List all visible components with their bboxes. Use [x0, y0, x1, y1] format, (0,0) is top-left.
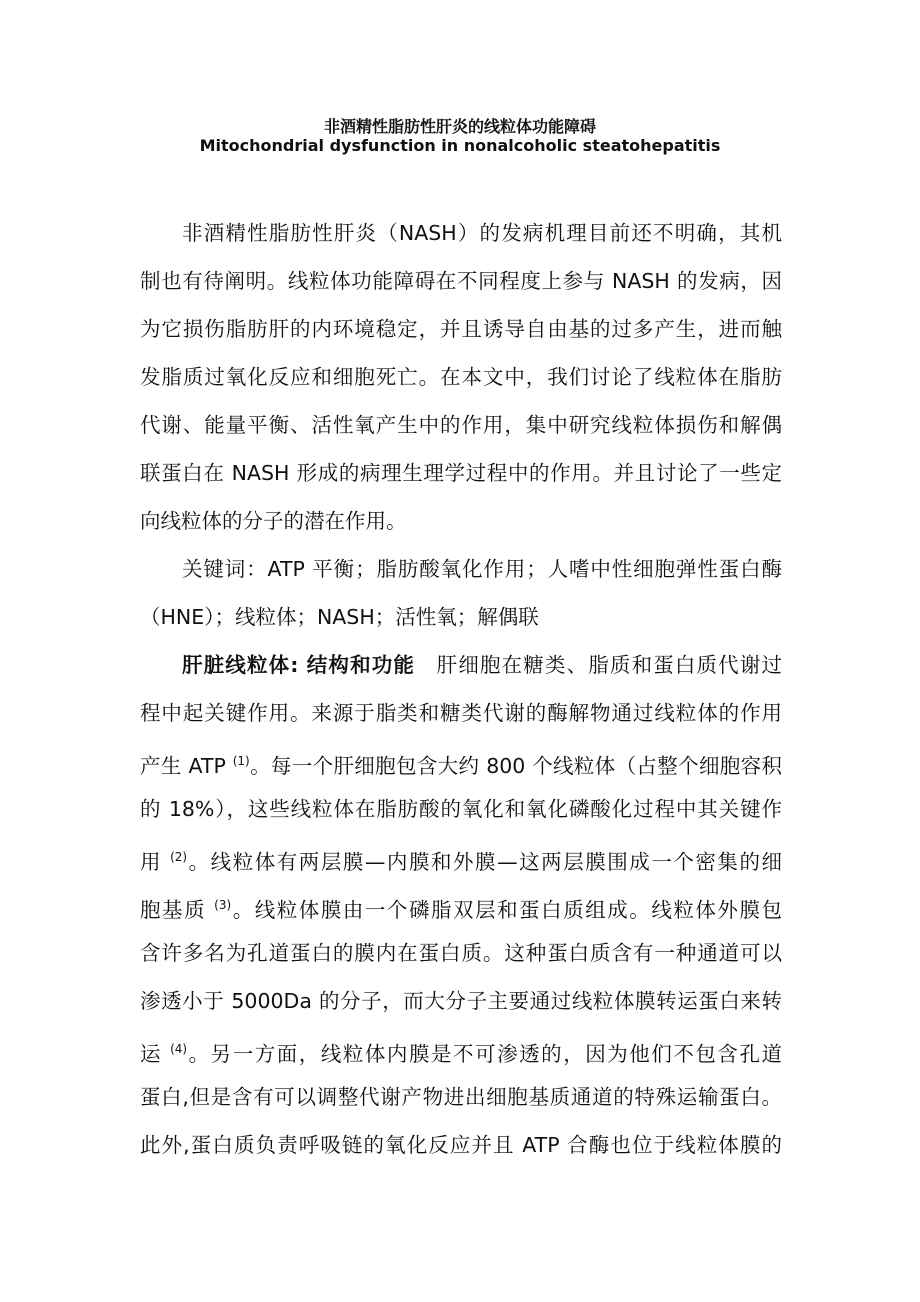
text-segment: 联蛋白在 NASH 形成的病理生理学过程中的作用。并且讨论了一些定: [140, 461, 782, 485]
text-segment: 胞基质: [140, 898, 215, 922]
text-line: [140, 401, 782, 449]
text-segment: 运: [140, 1042, 171, 1066]
text-line: [140, 881, 782, 929]
text-line: [140, 305, 782, 353]
citation-superscript: (1): [232, 754, 250, 768]
citation-superscript: (4): [170, 1042, 188, 1056]
text-segment: 含许多名为孔道蛋白的膜内在蛋白质。这种蛋白质含有一种通道可以: [140, 941, 782, 965]
text-line: [140, 209, 782, 257]
text-line: [140, 977, 782, 1025]
title-english: Mitochondrial dysfunction in nonalcoholic steatohepatitis: [199, 136, 721, 155]
text-segment: 蛋白,但是含有可以调整代谢产物进出细胞基质通道的特殊运输蛋白。: [140, 1085, 782, 1109]
text-line: [140, 449, 782, 497]
text-line: [140, 929, 782, 977]
text-segment: 此外,蛋白质负责呼吸链的氧化反应并且 ATP 合酶也位于线粒体膜的: [140, 1133, 782, 1157]
text-line: [140, 257, 782, 305]
text-line: [140, 833, 782, 881]
text-segment: 代谢、能量平衡、活性氧产生中的作用，集中研究线粒体损伤和解偶: [140, 413, 782, 437]
citation-superscript: (3): [214, 898, 232, 912]
text-segment: 。线粒体有两层膜—内膜和外膜—这两层膜围成一个密集的细: [187, 850, 782, 874]
text-line: [140, 593, 782, 641]
text-line: [140, 353, 782, 401]
text-segment: 关键词：ATP 平衡；脂肪酸氧化作用；人嗜中性细胞弹性蛋白酶: [182, 557, 782, 581]
text-line: [140, 785, 782, 833]
text-line: [140, 641, 782, 689]
text-segment: 。每一个肝细胞包含大约 800 个线粒体（占整个细胞容积: [249, 754, 782, 778]
text-segment: 产生 ATP: [140, 754, 233, 778]
text-segment: 。线粒体膜由一个磷脂双层和蛋白质组成。线粒体外膜包: [231, 898, 782, 922]
text-line: [140, 737, 782, 785]
text-line: [140, 545, 782, 593]
text-segment: 非酒精性脂肪性肝炎（NASH）的发病机理目前还不明确，其机: [182, 221, 782, 245]
text-line: [140, 1121, 782, 1169]
text-segment: 的 18%），这些线粒体在脂肪酸的氧化和氧化磷酸化过程中其关键作: [140, 797, 782, 821]
text-segment: 制也有待阐明。线粒体功能障碍在不同程度上参与 NASH 的发病，因: [140, 269, 782, 293]
text-segment: 发脂质过氧化反应和细胞死亡。在本文中，我们讨论了线粒体在脂肪: [140, 365, 782, 389]
text-line: [140, 689, 782, 737]
text-line: [140, 1073, 782, 1121]
text-line: [140, 497, 782, 545]
text-segment: 肝细胞在糖类、脂质和蛋白质代谢过: [415, 653, 782, 677]
citation-superscript: (2): [170, 850, 188, 864]
title-chinese: 非酒精性脂肪性肝炎的线粒体功能障碍: [323, 117, 596, 136]
text-segment: 用: [140, 850, 171, 874]
text-segment: （HNE）；线粒体；NASH；活性氧；解偶联: [140, 605, 539, 629]
text-segment: 。另一方面，线粒体内膜是不可渗透的，因为他们不包含孔道: [187, 1042, 782, 1066]
section-heading: 肝脏线粒体: 结构和功能: [182, 653, 416, 677]
text-segment: 程中起关键作用。来源于脂类和糖类代谢的酶解物通过线粒体的作用: [140, 701, 782, 725]
text-line: [140, 1025, 782, 1073]
text-segment: 渗透小于 5000Da 的分子，而大分子主要通过线粒体膜转运蛋白来转: [140, 989, 782, 1013]
document-body: [140, 209, 782, 1169]
text-segment: 向线粒体的分子的潜在作用。: [140, 509, 407, 533]
text-segment: 为它损伤脂肪肝的内环境稳定，并且诱导自由基的过多产生，进而触: [140, 317, 782, 341]
